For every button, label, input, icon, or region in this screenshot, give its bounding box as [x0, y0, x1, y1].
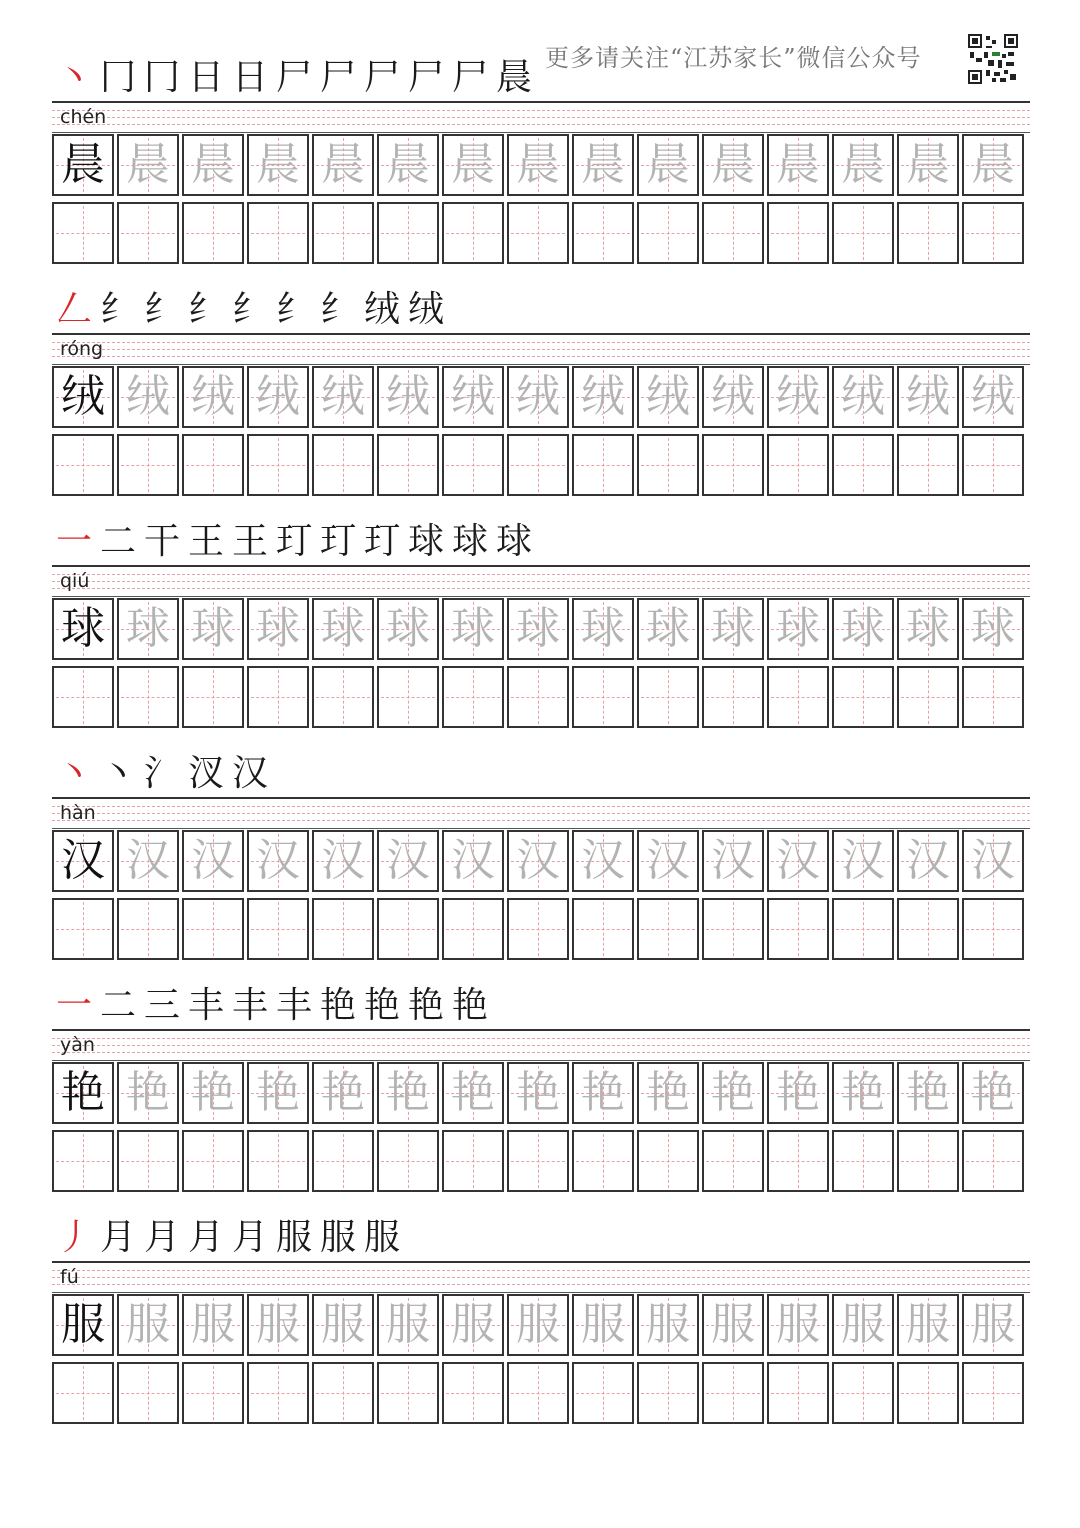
trace-char-cell: 绒 [897, 366, 959, 428]
empty-practice-cell[interactable] [767, 898, 829, 960]
empty-practice-cell[interactable] [897, 434, 959, 496]
trace-char-cell: 球 [442, 598, 504, 660]
empty-practice-cell[interactable] [377, 1362, 439, 1424]
empty-practice-cell[interactable] [247, 1362, 309, 1424]
trace-char-cell: 艳 [962, 1062, 1024, 1124]
trace-char-cell: 服 [962, 1294, 1024, 1356]
empty-practice-cell[interactable] [247, 1130, 309, 1192]
trace-char-cell: 绒 [702, 366, 764, 428]
pinyin-guide-lines [52, 806, 1030, 828]
empty-practice-cell[interactable] [182, 898, 244, 960]
stroke-step: 尸 [407, 57, 444, 98]
empty-practice-cell[interactable] [637, 898, 699, 960]
pinyin-label: fú [60, 1266, 79, 1288]
trace-char-cell: 艳 [247, 1062, 309, 1124]
empty-practice-cell[interactable] [767, 1130, 829, 1192]
stroke-step: 球 [451, 521, 488, 562]
empty-practice-cell[interactable] [117, 1130, 179, 1192]
empty-practice-cell[interactable] [962, 434, 1024, 496]
empty-practice-cell[interactable] [702, 898, 764, 960]
empty-practice-cell[interactable] [832, 202, 894, 264]
trace-char-cell: 晨 [637, 134, 699, 196]
empty-practice-cell[interactable] [962, 666, 1024, 728]
empty-practice-cell[interactable] [247, 666, 309, 728]
pinyin-guide-lines [52, 1270, 1030, 1292]
trace-char-cell: 晨 [442, 134, 504, 196]
trace-char-cell: 汉 [572, 830, 634, 892]
trace-char-cell: 球 [637, 598, 699, 660]
divider [52, 101, 1030, 103]
trace-row [52, 1294, 1024, 1356]
trace-char-cell: 晨 [767, 134, 829, 196]
trace-char-cell: 汉 [637, 830, 699, 892]
trace-char-cell: 绒 [832, 366, 894, 428]
empty-practice-cell[interactable] [897, 1362, 959, 1424]
empty-practice-cell[interactable] [312, 1130, 374, 1192]
stroke-step: 纟 [231, 289, 268, 330]
stroke-order [52, 1210, 404, 1258]
trace-char-cell: 球 [832, 598, 894, 660]
stroke-step: 二 [99, 985, 136, 1026]
trace-char-cell: 球 [312, 598, 374, 660]
stroke-step: 纟 [275, 289, 312, 330]
empty-practice-cell[interactable] [507, 898, 569, 960]
empty-practice-cell[interactable] [182, 434, 244, 496]
empty-practice-cell[interactable] [897, 202, 959, 264]
trace-char-cell: 服 [897, 1294, 959, 1356]
trace-char-cell: 晨 [897, 134, 959, 196]
header-notice: 更多请关注“江苏家长”微信公众号 [545, 44, 922, 72]
empty-practice-cell[interactable] [117, 434, 179, 496]
trace-char-cell: 服 [442, 1294, 504, 1356]
empty-practice-cell[interactable] [507, 1130, 569, 1192]
stroke-order [52, 978, 492, 1026]
practice-row [52, 666, 1024, 728]
empty-practice-cell[interactable] [962, 1130, 1024, 1192]
trace-char-cell: 汉 [117, 830, 179, 892]
stroke-step: 月 [99, 1217, 136, 1258]
empty-practice-cell[interactable] [52, 1362, 114, 1424]
trace-char-cell: 晨 [377, 134, 439, 196]
empty-practice-cell[interactable] [572, 666, 634, 728]
stroke-step: 玎 [319, 521, 356, 562]
stroke-step: 丰 [187, 985, 224, 1026]
empty-practice-cell[interactable] [117, 666, 179, 728]
empty-practice-cell[interactable] [442, 898, 504, 960]
stroke-order [52, 746, 272, 794]
trace-char-cell: 汉 [767, 830, 829, 892]
empty-practice-cell[interactable] [702, 1130, 764, 1192]
trace-char-cell: 艳 [182, 1062, 244, 1124]
trace-char-cell: 绒 [507, 366, 569, 428]
stroke-step: 纟 [99, 289, 136, 330]
stroke-step: 晨 [495, 57, 532, 98]
stroke-step: 月 [187, 1217, 224, 1258]
stroke-step: 日 [187, 57, 224, 98]
stroke-order [52, 50, 536, 98]
practice-row [52, 1362, 1024, 1424]
practice-row [52, 898, 1024, 960]
stroke-step: 日 [231, 57, 268, 98]
empty-practice-cell[interactable] [442, 666, 504, 728]
empty-practice-cell[interactable] [312, 1362, 374, 1424]
trace-char-cell: 服 [832, 1294, 894, 1356]
trace-char-cell: 汉 [897, 830, 959, 892]
stroke-step: 王 [231, 521, 268, 562]
stroke-step: 氵 [143, 753, 180, 794]
stroke-step: 尸 [275, 57, 312, 98]
trace-row [52, 598, 1024, 660]
pinyin-guide-lines [52, 342, 1030, 364]
divider [52, 1029, 1030, 1031]
trace-char-cell: 服 [637, 1294, 699, 1356]
trace-char-cell: 球 [507, 598, 569, 660]
stroke-order [52, 282, 448, 330]
stroke-step: 纟 [143, 289, 180, 330]
empty-practice-cell[interactable] [247, 434, 309, 496]
empty-practice-cell[interactable] [52, 434, 114, 496]
stroke-step: 一 [55, 521, 92, 562]
empty-practice-cell[interactable] [832, 1362, 894, 1424]
empty-practice-cell[interactable] [312, 434, 374, 496]
empty-practice-cell[interactable] [702, 434, 764, 496]
trace-char-cell: 汉 [377, 830, 439, 892]
pinyin-baseline [52, 1060, 1030, 1061]
stroke-step: 纟 [319, 289, 356, 330]
trace-char-cell: 艳 [832, 1062, 894, 1124]
empty-practice-cell[interactable] [377, 1130, 439, 1192]
trace-char-cell: 球 [182, 598, 244, 660]
trace-char-cell: 球 [247, 598, 309, 660]
trace-char-cell: 绒 [962, 366, 1024, 428]
pinyin-label: hàn [60, 802, 96, 824]
stroke-step: 丶 [99, 753, 136, 794]
practice-section-1 [52, 282, 1030, 514]
empty-practice-cell[interactable] [767, 666, 829, 728]
model-char-cell: 绒 [52, 366, 114, 428]
empty-practice-cell[interactable] [572, 1130, 634, 1192]
stroke-step: 艳 [451, 985, 488, 1026]
trace-char-cell: 球 [702, 598, 764, 660]
divider [52, 797, 1030, 799]
pinyin-baseline [52, 828, 1030, 829]
trace-char-cell: 晨 [702, 134, 764, 196]
empty-practice-cell[interactable] [507, 434, 569, 496]
trace-row [52, 1062, 1024, 1124]
empty-practice-cell[interactable] [702, 1362, 764, 1424]
empty-practice-cell[interactable] [637, 1362, 699, 1424]
empty-practice-cell[interactable] [442, 434, 504, 496]
trace-char-cell: 球 [117, 598, 179, 660]
trace-char-cell: 汉 [507, 830, 569, 892]
stroke-step: 服 [275, 1217, 312, 1258]
trace-char-cell: 晨 [832, 134, 894, 196]
empty-practice-cell[interactable] [442, 202, 504, 264]
empty-practice-cell[interactable] [442, 1130, 504, 1192]
stroke-step: 艳 [407, 985, 444, 1026]
trace-char-cell: 绒 [442, 366, 504, 428]
stroke-step: 丶 [55, 753, 92, 794]
stroke-step: 月 [143, 1217, 180, 1258]
practice-section-0 [52, 50, 1030, 282]
pinyin-baseline [52, 132, 1030, 133]
trace-char-cell: 绒 [247, 366, 309, 428]
empty-practice-cell[interactable] [832, 666, 894, 728]
practice-section-5 [52, 1210, 1030, 1442]
empty-practice-cell[interactable] [377, 666, 439, 728]
pinyin-baseline [52, 1292, 1030, 1293]
empty-practice-cell[interactable] [637, 434, 699, 496]
trace-char-cell: 服 [247, 1294, 309, 1356]
trace-char-cell: 汉 [702, 830, 764, 892]
pinyin-label: qiú [60, 570, 90, 592]
stroke-step: 艳 [319, 985, 356, 1026]
practice-section-2 [52, 514, 1030, 746]
trace-char-cell: 球 [377, 598, 439, 660]
trace-char-cell: 服 [312, 1294, 374, 1356]
stroke-step: 绒 [363, 289, 400, 330]
practice-section-3 [52, 746, 1030, 978]
trace-row [52, 830, 1024, 892]
stroke-step: 丿 [55, 1217, 92, 1258]
divider [52, 333, 1030, 335]
empty-practice-cell[interactable] [962, 1362, 1024, 1424]
empty-practice-cell[interactable] [767, 434, 829, 496]
practice-row [52, 202, 1024, 264]
empty-practice-cell[interactable] [702, 202, 764, 264]
empty-practice-cell[interactable] [637, 666, 699, 728]
trace-char-cell: 晨 [247, 134, 309, 196]
trace-char-cell: 绒 [182, 366, 244, 428]
stroke-step: 𠃋 [55, 289, 92, 330]
divider [52, 1261, 1030, 1263]
stroke-step: 汊 [187, 753, 224, 794]
empty-practice-cell[interactable] [507, 666, 569, 728]
empty-practice-cell[interactable] [897, 1130, 959, 1192]
empty-practice-cell[interactable] [637, 1130, 699, 1192]
empty-practice-cell[interactable] [832, 434, 894, 496]
trace-char-cell: 晨 [312, 134, 374, 196]
trace-char-cell: 服 [377, 1294, 439, 1356]
trace-char-cell: 汉 [182, 830, 244, 892]
trace-char-cell: 绒 [767, 366, 829, 428]
trace-char-cell: 绒 [312, 366, 374, 428]
stroke-step: 丰 [231, 985, 268, 1026]
empty-practice-cell[interactable] [182, 1362, 244, 1424]
pinyin-baseline [52, 596, 1030, 597]
trace-char-cell: 晨 [572, 134, 634, 196]
trace-char-cell: 绒 [377, 366, 439, 428]
pinyin-label: róng [60, 338, 104, 360]
empty-practice-cell[interactable] [832, 1130, 894, 1192]
trace-char-cell: 艳 [442, 1062, 504, 1124]
practice-row [52, 434, 1024, 496]
model-char-cell: 服 [52, 1294, 114, 1356]
stroke-step: 尸 [319, 57, 356, 98]
trace-char-cell: 服 [767, 1294, 829, 1356]
stroke-step: 月 [231, 1217, 268, 1258]
empty-practice-cell[interactable] [962, 202, 1024, 264]
empty-practice-cell[interactable] [897, 666, 959, 728]
trace-row [52, 366, 1024, 428]
empty-practice-cell[interactable] [117, 202, 179, 264]
trace-char-cell: 绒 [572, 366, 634, 428]
stroke-step: 三 [143, 985, 180, 1026]
model-char-cell: 球 [52, 598, 114, 660]
trace-char-cell: 艳 [377, 1062, 439, 1124]
stroke-step: 冂 [99, 57, 136, 98]
trace-char-cell: 服 [507, 1294, 569, 1356]
pinyin-baseline [52, 364, 1030, 365]
trace-char-cell: 汉 [247, 830, 309, 892]
trace-char-cell: 绒 [637, 366, 699, 428]
stroke-step: 干 [143, 521, 180, 562]
trace-char-cell: 汉 [832, 830, 894, 892]
stroke-step: 尸 [451, 57, 488, 98]
empty-practice-cell[interactable] [52, 202, 114, 264]
empty-practice-cell[interactable] [507, 202, 569, 264]
trace-char-cell: 汉 [312, 830, 374, 892]
stroke-order [52, 514, 536, 562]
model-char-cell: 晨 [52, 134, 114, 196]
trace-char-cell: 绒 [117, 366, 179, 428]
trace-char-cell: 艳 [897, 1062, 959, 1124]
pinyin-label: yàn [60, 1034, 95, 1056]
trace-char-cell: 艳 [507, 1062, 569, 1124]
stroke-step: 一 [55, 985, 92, 1026]
model-char-cell: 艳 [52, 1062, 114, 1124]
empty-practice-cell[interactable] [442, 1362, 504, 1424]
stroke-step: 纟 [187, 289, 224, 330]
model-char-cell: 汉 [52, 830, 114, 892]
empty-practice-cell[interactable] [507, 1362, 569, 1424]
empty-practice-cell[interactable] [572, 202, 634, 264]
trace-char-cell: 艳 [312, 1062, 374, 1124]
empty-practice-cell[interactable] [52, 1130, 114, 1192]
trace-row [52, 134, 1024, 196]
stroke-step: 玎 [363, 521, 400, 562]
trace-char-cell: 汉 [962, 830, 1024, 892]
stroke-step: 汉 [231, 753, 268, 794]
empty-practice-cell[interactable] [572, 898, 634, 960]
practice-row [52, 1130, 1024, 1192]
empty-practice-cell[interactable] [767, 1362, 829, 1424]
empty-practice-cell[interactable] [702, 666, 764, 728]
trace-char-cell: 球 [962, 598, 1024, 660]
empty-practice-cell[interactable] [377, 434, 439, 496]
stroke-step: 玎 [275, 521, 312, 562]
trace-char-cell: 服 [182, 1294, 244, 1356]
pinyin-guide-lines [52, 110, 1030, 132]
stroke-step: 艳 [363, 985, 400, 1026]
stroke-step: 王 [187, 521, 224, 562]
stroke-step: 尸 [363, 57, 400, 98]
stroke-step: 绒 [407, 289, 444, 330]
practice-section-4 [52, 978, 1030, 1210]
divider [52, 565, 1030, 567]
trace-char-cell: 晨 [962, 134, 1024, 196]
empty-practice-cell[interactable] [247, 898, 309, 960]
empty-practice-cell[interactable] [377, 202, 439, 264]
empty-practice-cell[interactable] [182, 1130, 244, 1192]
empty-practice-cell[interactable] [182, 202, 244, 264]
empty-practice-cell[interactable] [962, 898, 1024, 960]
empty-practice-cell[interactable] [832, 898, 894, 960]
empty-practice-cell[interactable] [117, 1362, 179, 1424]
empty-practice-cell[interactable] [117, 898, 179, 960]
stroke-step: 服 [319, 1217, 356, 1258]
empty-practice-cell[interactable] [52, 898, 114, 960]
stroke-step: 冂 [143, 57, 180, 98]
trace-char-cell: 晨 [117, 134, 179, 196]
trace-char-cell: 晨 [182, 134, 244, 196]
trace-char-cell: 服 [702, 1294, 764, 1356]
pinyin-label: chén [60, 106, 107, 128]
trace-char-cell: 艳 [117, 1062, 179, 1124]
stroke-step: 丶 [55, 57, 92, 98]
empty-practice-cell[interactable] [52, 666, 114, 728]
empty-practice-cell[interactable] [897, 898, 959, 960]
trace-char-cell: 服 [572, 1294, 634, 1356]
pinyin-guide-lines [52, 1038, 1030, 1060]
empty-practice-cell[interactable] [637, 202, 699, 264]
empty-practice-cell[interactable] [182, 666, 244, 728]
empty-practice-cell[interactable] [312, 202, 374, 264]
empty-practice-cell[interactable] [377, 898, 439, 960]
trace-char-cell: 球 [767, 598, 829, 660]
stroke-step: 二 [99, 521, 136, 562]
trace-char-cell: 球 [897, 598, 959, 660]
trace-char-cell: 艳 [637, 1062, 699, 1124]
trace-char-cell: 晨 [507, 134, 569, 196]
empty-practice-cell[interactable] [247, 202, 309, 264]
trace-char-cell: 球 [572, 598, 634, 660]
stroke-step: 球 [495, 521, 532, 562]
empty-practice-cell[interactable] [767, 202, 829, 264]
trace-char-cell: 艳 [572, 1062, 634, 1124]
pinyin-guide-lines [52, 574, 1030, 596]
trace-char-cell: 汉 [442, 830, 504, 892]
trace-char-cell: 艳 [702, 1062, 764, 1124]
empty-practice-cell[interactable] [312, 898, 374, 960]
empty-practice-cell[interactable] [572, 1362, 634, 1424]
stroke-step: 球 [407, 521, 444, 562]
trace-char-cell: 服 [117, 1294, 179, 1356]
stroke-step: 服 [363, 1217, 400, 1258]
trace-char-cell: 艳 [767, 1062, 829, 1124]
stroke-step: 丰 [275, 985, 312, 1026]
empty-practice-cell[interactable] [572, 434, 634, 496]
empty-practice-cell[interactable] [312, 666, 374, 728]
